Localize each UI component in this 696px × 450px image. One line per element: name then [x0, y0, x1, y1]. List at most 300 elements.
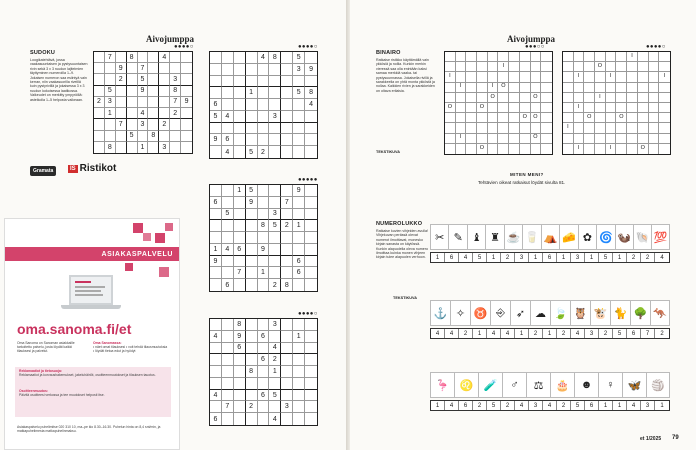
binairo-cell	[627, 83, 638, 93]
sudoku-cell	[148, 119, 159, 130]
sudoku-cell	[222, 366, 234, 378]
binairo-cell	[498, 93, 509, 103]
numerolukko-puzzle	[430, 224, 670, 265]
number-cell: 5	[599, 253, 613, 262]
binairo-cell	[445, 62, 456, 72]
sudoku-cell: 5	[246, 185, 258, 197]
binairo-cell	[627, 72, 638, 82]
sudoku-cell	[138, 131, 149, 142]
sudoku-cell: 2	[269, 354, 281, 366]
sudoku-cell	[159, 108, 170, 119]
binairo-cell	[466, 52, 477, 62]
binairo-cell	[488, 123, 499, 133]
sudoku-cell	[258, 111, 270, 123]
binairo-cell	[595, 52, 606, 62]
binairo-cell	[531, 83, 542, 93]
binairo-cell	[606, 93, 617, 103]
sudoku-cell	[246, 52, 258, 64]
binairo-cell	[659, 113, 670, 123]
sudoku-cell	[305, 319, 317, 331]
sudoku-cell	[269, 401, 281, 413]
sudoku-cell	[222, 378, 234, 390]
decor-square	[125, 263, 133, 271]
sudoku-cell: 5	[210, 111, 222, 123]
sudoku-cell	[127, 108, 138, 119]
sudoku-cell: 6	[258, 331, 270, 343]
binairo-cell	[659, 52, 670, 62]
binairo-footer: TEKSTIKUVA	[376, 150, 400, 154]
difficulty-indicator: ●●●●●	[298, 177, 318, 183]
binairo-cell: I	[574, 103, 585, 113]
clue-picture-icon: 🦋	[622, 372, 646, 398]
ad-section-1	[19, 369, 169, 377]
numerolukko-puzzle	[430, 372, 670, 413]
binairo-cell: O	[638, 144, 649, 154]
binairo-cell	[488, 134, 499, 144]
screen-line	[75, 294, 103, 296]
binairo-cell	[541, 93, 552, 103]
clue-picture-icon: 🌳	[630, 300, 650, 326]
sudoku-cell	[246, 319, 258, 331]
binairo-cell	[477, 62, 488, 72]
sudoku-cell	[148, 86, 159, 97]
sudoku-cell	[281, 99, 293, 111]
binairo-cell: I	[456, 134, 467, 144]
sudoku-cell	[258, 134, 270, 146]
sudoku-cell	[234, 401, 246, 413]
binairo-cell: O	[584, 113, 595, 123]
sudoku-cell	[234, 64, 246, 76]
sudoku-cell	[210, 146, 222, 158]
sudoku-cell: 2	[116, 74, 127, 85]
sudoku-cell	[148, 142, 159, 153]
binairo-cell	[563, 62, 574, 72]
binairo-cell	[584, 72, 595, 82]
sudoku-cell: 9	[181, 97, 192, 108]
sudoku-cell: 4	[269, 343, 281, 355]
clue-picture-icon: ⚓	[430, 300, 450, 326]
sudoku-cell	[305, 123, 317, 135]
ad-text-col2	[93, 341, 169, 353]
difficulty-indicator: ●●●●○	[298, 311, 318, 317]
sudoku-cell	[170, 52, 181, 63]
sudoku-cell: 2	[269, 279, 281, 291]
sudoku-cell	[210, 378, 222, 390]
difficulty-indicator: ●●●○○	[525, 44, 545, 50]
sudoku-cell	[222, 413, 234, 425]
sudoku-cell	[258, 256, 270, 268]
ad-url[interactable]: oma.sanoma.fi/et	[17, 321, 132, 337]
number-cell: 4	[445, 329, 459, 338]
sudoku-cell: 7	[222, 401, 234, 413]
sudoku-cell	[94, 131, 105, 142]
is-logo-mark: IS	[70, 165, 76, 172]
sudoku-cell: 4	[138, 108, 149, 119]
binairo-cell	[638, 123, 649, 133]
sudoku-cell	[305, 413, 317, 425]
binairo-cell	[606, 83, 617, 93]
laptop-illustration	[61, 275, 121, 315]
number-cell: 4	[660, 254, 664, 261]
sudoku-cell	[234, 354, 246, 366]
ad-section-2	[19, 389, 169, 397]
sudoku-cell	[258, 378, 270, 390]
difficulty-indicator: ●●●●○	[174, 44, 194, 50]
binairo-cell	[659, 134, 670, 144]
binairo-cell	[595, 72, 606, 82]
sudoku-cell: 6	[210, 99, 222, 111]
binairo-cell	[574, 52, 585, 62]
sudoku-cell	[148, 52, 159, 63]
sudoku-cell	[234, 123, 246, 135]
number-cell: 4	[459, 253, 473, 262]
numerolukko-puzzle	[430, 300, 670, 341]
sudoku-cell	[159, 86, 170, 97]
binairo-cell	[574, 83, 585, 93]
ad-section-2-heading: Osoitteenmuutos:	[19, 389, 49, 393]
sudoku-cell	[305, 76, 317, 88]
binairo-cell	[456, 93, 467, 103]
sudoku-grid	[209, 184, 318, 292]
binairo-cell	[616, 83, 627, 93]
sudoku-cell: 3	[170, 74, 181, 85]
sudoku-cell: 4	[269, 413, 281, 425]
sudoku-cell	[281, 267, 293, 279]
binairo-cell	[509, 134, 520, 144]
sudoku-cell	[94, 86, 105, 97]
sudoku-cell	[246, 64, 258, 76]
sudoku-cell	[234, 279, 246, 291]
binairo-cell	[498, 113, 509, 123]
binairo-cell	[456, 52, 467, 62]
sudoku-cell	[281, 378, 293, 390]
number-cell: 1	[515, 329, 529, 338]
binairo-cell	[509, 62, 520, 72]
screen-line	[75, 290, 101, 292]
sudoku-grid	[209, 318, 318, 426]
sudoku-cell	[246, 244, 258, 256]
decor-square	[143, 233, 151, 241]
sudoku-cell	[246, 279, 258, 291]
sudoku-cell	[181, 119, 192, 130]
binairo-cell	[584, 83, 595, 93]
binairo-cell	[563, 144, 574, 154]
sudoku-cell	[159, 63, 170, 74]
sudoku-cell	[246, 232, 258, 244]
ad-section-1-heading: Reklamaatiot ja tietosuoja:	[19, 369, 62, 373]
binairo-cell	[498, 144, 509, 154]
sudoku-cell	[234, 87, 246, 99]
binairo-cell: O	[531, 134, 542, 144]
sudoku-cell	[159, 131, 170, 142]
sudoku-cell	[281, 87, 293, 99]
sudoku-cell	[281, 244, 293, 256]
clue-picture-icon: ♜	[485, 224, 503, 250]
sudoku-cell	[222, 76, 234, 88]
sudoku-cell	[138, 52, 149, 63]
sudoku-cell	[222, 390, 234, 402]
number-cell: 4	[487, 329, 501, 338]
clue-picture-icon: 💯	[651, 224, 669, 250]
binairo-cell	[520, 52, 531, 62]
numerolukko-pictures	[430, 372, 670, 400]
binairo-cell	[659, 83, 670, 93]
sudoku-cell	[269, 64, 281, 76]
sudoku-cell: 6	[258, 354, 270, 366]
sudoku-cell	[234, 232, 246, 244]
sudoku-cell	[222, 99, 234, 111]
binairo-cell	[638, 72, 649, 82]
ad-col2-text: • näet omat tilauksesi • voit tehdä tilausmuutoksia • löydät tietoa edut ja hyödyt	[93, 345, 168, 354]
binairo-cell	[649, 103, 660, 113]
binairo-cell	[649, 52, 660, 62]
binairo-cell	[520, 144, 531, 154]
number-cell: 3	[585, 329, 599, 338]
binairo-cell	[649, 144, 660, 154]
sudoku-cell	[234, 413, 246, 425]
sudoku-cell	[258, 401, 270, 413]
decor-square	[133, 223, 143, 233]
binairo-cell: I	[574, 144, 585, 154]
sudoku-heading: SUDOKU	[30, 50, 56, 56]
binairo-cell	[477, 72, 488, 82]
number-cell: 4	[501, 329, 515, 338]
binairo-cell	[541, 62, 552, 72]
sudoku-cell	[305, 134, 317, 146]
sudoku-cell	[269, 256, 281, 268]
sudoku-cell: 7	[281, 197, 293, 209]
binairo-cell: O	[477, 144, 488, 154]
sudoku-cell: 8	[269, 52, 281, 64]
page-title: Aivojumppa	[507, 34, 556, 44]
binairo-cell	[477, 113, 488, 123]
numerolukko-numbers	[430, 252, 670, 263]
sudoku-cell: 9	[305, 64, 317, 76]
ad-text-col1: Oma Sanoma on Sanoman asiakkaille tarkoitettu palvelu, josta löydät kaikki tilauksesi ja palvelut.	[17, 341, 75, 354]
binairo-cell	[541, 134, 552, 144]
numerolukko-numbers	[430, 328, 670, 339]
sudoku-cell: 4	[210, 331, 222, 343]
sudoku-cell	[293, 197, 305, 209]
sudoku-cell: 8	[258, 220, 270, 232]
clue-picture-icon: ⎆	[490, 300, 510, 326]
binairo-cell	[520, 123, 531, 133]
sudoku-cell	[116, 142, 127, 153]
sudoku-cell	[181, 131, 192, 142]
clue-picture-icon: ♂	[502, 372, 526, 398]
sudoku-cell	[210, 87, 222, 99]
binairo-cell	[659, 103, 670, 113]
sudoku-cell: 5	[105, 86, 116, 97]
binairo-cell: O	[520, 113, 531, 123]
clue-picture-icon: ⛺	[541, 224, 559, 250]
sudoku-cell	[94, 63, 105, 74]
binairo-cell	[563, 93, 574, 103]
sudoku-cell: 1	[246, 87, 258, 99]
page-title: Aivojumppa	[146, 34, 195, 44]
sudoku-cell	[305, 52, 317, 64]
sudoku-cell: 9	[116, 63, 127, 74]
sudoku-cell	[234, 366, 246, 378]
binairo-cell	[488, 72, 499, 82]
binairo-cell	[584, 144, 595, 154]
sudoku-cell	[105, 74, 116, 85]
binairo-cell: I	[563, 123, 574, 133]
sudoku-cell	[222, 185, 234, 197]
number-cell: 3	[515, 253, 529, 262]
sudoku-cell	[210, 52, 222, 64]
sudoku-cell	[269, 197, 281, 209]
sudoku-cell: 2	[94, 97, 105, 108]
binairo-cell	[466, 134, 477, 144]
binairo-cell	[638, 93, 649, 103]
sudoku-cell: 9	[234, 331, 246, 343]
sudoku-cell	[246, 390, 258, 402]
sudoku-cell: 5	[293, 52, 305, 64]
sudoku-cell	[305, 185, 317, 197]
numerolukko-instructions: Ratkaise kuvien vihjeiden avulla! Vihjekuvan perässä olevat numerot ilmoittavat, monesko kirjain sanasta on käytössä. Kunkin alapuolella oleva numero ilmoittaa kuinka monen vihjeen kirjain tulee alapuolen verhoon.	[376, 229, 428, 260]
sudoku-cell	[305, 209, 317, 221]
sudoku-cell	[170, 63, 181, 74]
sudoku-cell	[181, 108, 192, 119]
binairo-cell	[456, 113, 467, 123]
sudoku-cell: 8	[305, 87, 317, 99]
binairo-cell	[445, 52, 456, 62]
binairo-cell	[520, 134, 531, 144]
sudoku-cell	[305, 267, 317, 279]
sudoku-cell	[234, 146, 246, 158]
right-page	[350, 0, 696, 450]
sudoku-cell	[293, 134, 305, 146]
sudoku-cell	[281, 331, 293, 343]
binairo-cell	[488, 113, 499, 123]
binairo-cell	[616, 52, 627, 62]
sudoku-cell	[246, 354, 258, 366]
binairo-cell	[627, 62, 638, 72]
binairo-cell	[531, 123, 542, 133]
number-cell: 6	[627, 329, 641, 338]
sudoku-cell	[234, 378, 246, 390]
binairo-cell	[509, 93, 520, 103]
sudoku-cell	[210, 209, 222, 221]
sudoku-cell	[281, 52, 293, 64]
binairo-cell	[509, 72, 520, 82]
sudoku-cell	[281, 343, 293, 355]
sudoku-cell	[94, 108, 105, 119]
difficulty-indicator: ●●●●○	[298, 44, 318, 50]
clue-picture-icon: 🦘	[650, 300, 670, 326]
sudoku-cell	[116, 108, 127, 119]
number-cell: 1	[473, 329, 487, 338]
sudoku-cell	[269, 331, 281, 343]
binairo-cell: I	[445, 72, 456, 82]
binairo-cell	[498, 123, 509, 133]
sudoku-cell	[305, 197, 317, 209]
sudoku-cell	[258, 209, 270, 221]
number-cell: 1	[529, 253, 543, 262]
binairo-grid	[444, 51, 553, 155]
sudoku-cell: 8	[105, 142, 116, 153]
binairo-cell	[466, 72, 477, 82]
sudoku-cell	[258, 197, 270, 209]
binairo-cell	[616, 103, 627, 113]
binairo-cell	[616, 93, 627, 103]
sudoku-cell	[269, 87, 281, 99]
sudoku-cell: 5	[222, 209, 234, 221]
sudoku-cell	[269, 232, 281, 244]
binairo-cell	[627, 123, 638, 133]
sudoku-cell	[148, 108, 159, 119]
sudoku-cell	[234, 256, 246, 268]
number-cell: 2	[557, 329, 571, 338]
sudoku-cell	[210, 232, 222, 244]
binairo-cell	[574, 93, 585, 103]
sudoku-cell: 8	[234, 319, 246, 331]
sudoku-cell	[305, 378, 317, 390]
number-cell: 2	[627, 253, 641, 262]
sudoku-cell	[305, 256, 317, 268]
clue-picture-icon: ♀	[598, 372, 622, 398]
binairo-cell	[531, 144, 542, 154]
ad-section-2-text: Päivitä osoitteesi verkossa ja tee muutokset helposti itse.	[19, 393, 105, 398]
sudoku-cell	[281, 209, 293, 221]
binairo-cell	[584, 103, 595, 113]
number-cell: 1	[543, 329, 557, 338]
binairo-cell	[595, 83, 606, 93]
sudoku-cell	[305, 331, 317, 343]
sudoku-cell: 8	[281, 279, 293, 291]
sudoku-cell	[305, 354, 317, 366]
binairo-cell	[509, 123, 520, 133]
sudoku-cell	[94, 74, 105, 85]
binairo-cell	[466, 62, 477, 72]
number-cell: 2	[599, 329, 613, 338]
clue-picture-icon: ♝	[467, 224, 485, 250]
binairo-cell	[509, 144, 520, 154]
sudoku-cell: 6	[222, 134, 234, 146]
sudoku-cell	[293, 378, 305, 390]
number-cell: 7	[641, 329, 655, 338]
sudoku-cell	[116, 52, 127, 63]
sudoku-cell: 1	[258, 267, 270, 279]
sudoku-cell: 6	[234, 244, 246, 256]
number-cell: 6	[543, 253, 557, 262]
number-cell: 1	[660, 402, 664, 409]
binairo-cell	[584, 134, 595, 144]
binairo-cell: I	[488, 83, 499, 93]
binairo-cell	[574, 123, 585, 133]
sudoku-cell	[222, 52, 234, 64]
binairo-cell	[541, 113, 552, 123]
sudoku-cell	[246, 111, 258, 123]
binairo-cell	[509, 83, 520, 93]
sudoku-cell	[258, 87, 270, 99]
binairo-cell	[659, 123, 670, 133]
sudoku-cell: 8	[246, 366, 258, 378]
sudoku-cell: 3	[269, 209, 281, 221]
sudoku-cell: 3	[159, 142, 170, 153]
binairo-cell	[520, 93, 531, 103]
sudoku-cell: 3	[281, 401, 293, 413]
binairo-cell	[595, 103, 606, 113]
sudoku-cell: 7	[234, 267, 246, 279]
sudoku-cell: 1	[293, 220, 305, 232]
number-cell: 6	[459, 401, 473, 410]
sudoku-cell	[269, 123, 281, 135]
number-cell: 2	[660, 330, 664, 337]
sudoku-cell	[148, 74, 159, 85]
sudoku-cell	[305, 244, 317, 256]
